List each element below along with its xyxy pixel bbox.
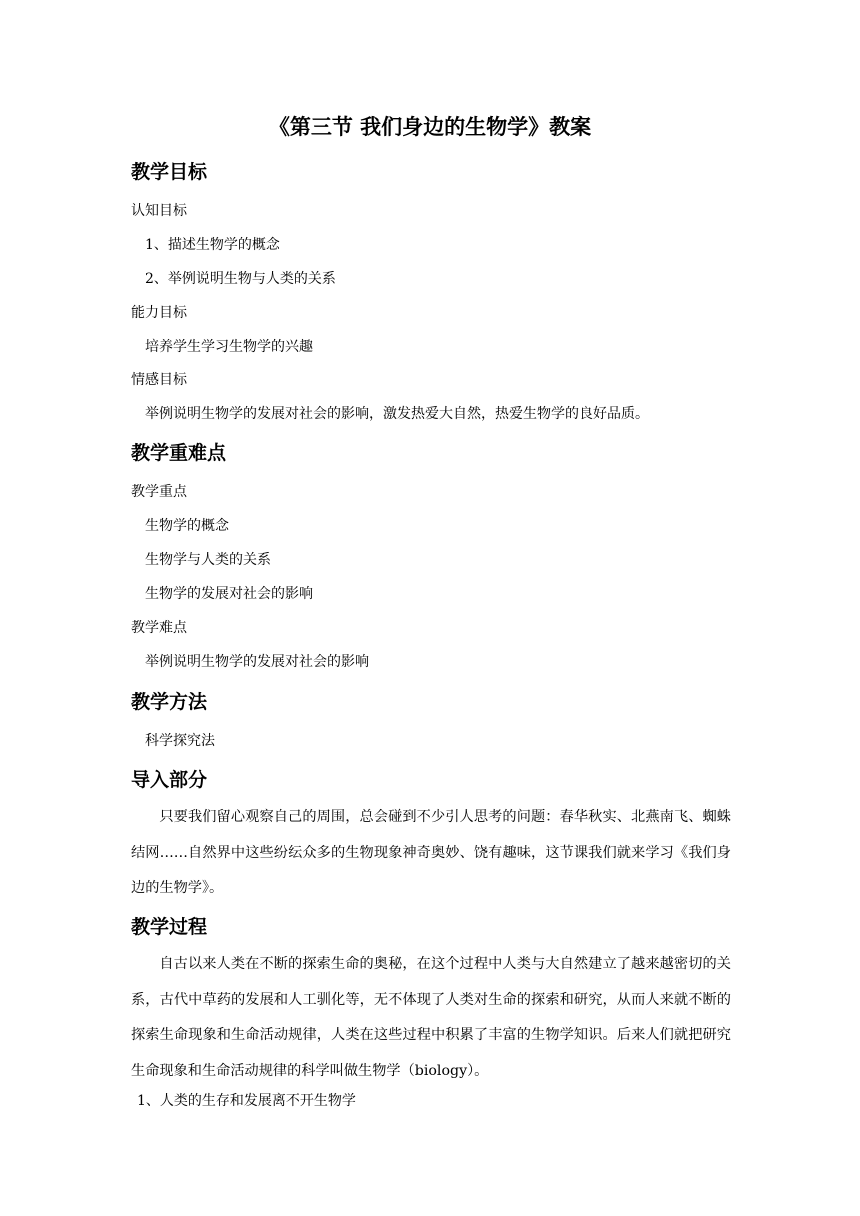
- emotion-item: 举例说明生物学的发展对社会的影响，激发热爱大自然，热爱生物学的良好品质。: [145, 406, 649, 422]
- heading-teaching-process: 教学过程: [131, 916, 208, 938]
- label-ability-goals: 能力目标: [131, 305, 187, 321]
- focus-item-3: 生物学的发展对社会的影响: [145, 586, 313, 602]
- label-teaching-focus: 教学重点: [131, 484, 187, 500]
- heading-teaching-method: 教学方法: [131, 691, 208, 713]
- intro-paragraph: 只要我们留心观察自己的周围，总会碰到不少引人思考的问题：春华秋实、北燕南飞、蜘蛛结网……自然界中这些纷纭众多的生物现象神奇奥妙、饶有趣味，这节课我们就来学习《我们身边的生物学》。: [131, 809, 731, 896]
- process-paragraph: 自古以来人类在不断的探索生命的奥秘，在这个过程中人类与大自然建立了越来越密切的关系，古代中草药的发展和人工驯化等，无不体现了人类对生命的探索和研究，从而人来就不断的探索生命现象和生命活动规律，人类在这些过程中积累了丰富的生物学知识。后来人们就把研究生命现象和生命活动规律的科学叫做生物学（biology）。: [131, 956, 731, 1079]
- focus-item-1: 生物学的概念: [145, 518, 229, 534]
- heading-introduction: 导入部分: [131, 769, 208, 791]
- cognitive-item-2: 2、举例说明生物与人类的关系: [145, 271, 336, 287]
- cognitive-item-1: 1、描述生物学的概念: [145, 237, 280, 253]
- method-item: 科学探究法: [145, 733, 215, 749]
- difficulty-item: 举例说明生物学的发展对社会的影响: [145, 654, 369, 670]
- label-emotion-goals: 情感目标: [131, 372, 187, 388]
- heading-teaching-goals: 教学目标: [131, 161, 208, 183]
- heading-key-points: 教学重难点: [131, 442, 227, 464]
- label-teaching-difficulty: 教学难点: [131, 620, 187, 636]
- label-cognitive-goals: 认知目标: [131, 203, 187, 219]
- document-title: 《第三节 我们身边的生物学》教案: [268, 115, 592, 139]
- process-item-1: 1、人类的生存和发展离不开生物学: [137, 1093, 356, 1109]
- focus-item-2: 生物学与人类的关系: [145, 552, 271, 568]
- ability-item: 培养学生学习生物学的兴趣: [145, 339, 313, 355]
